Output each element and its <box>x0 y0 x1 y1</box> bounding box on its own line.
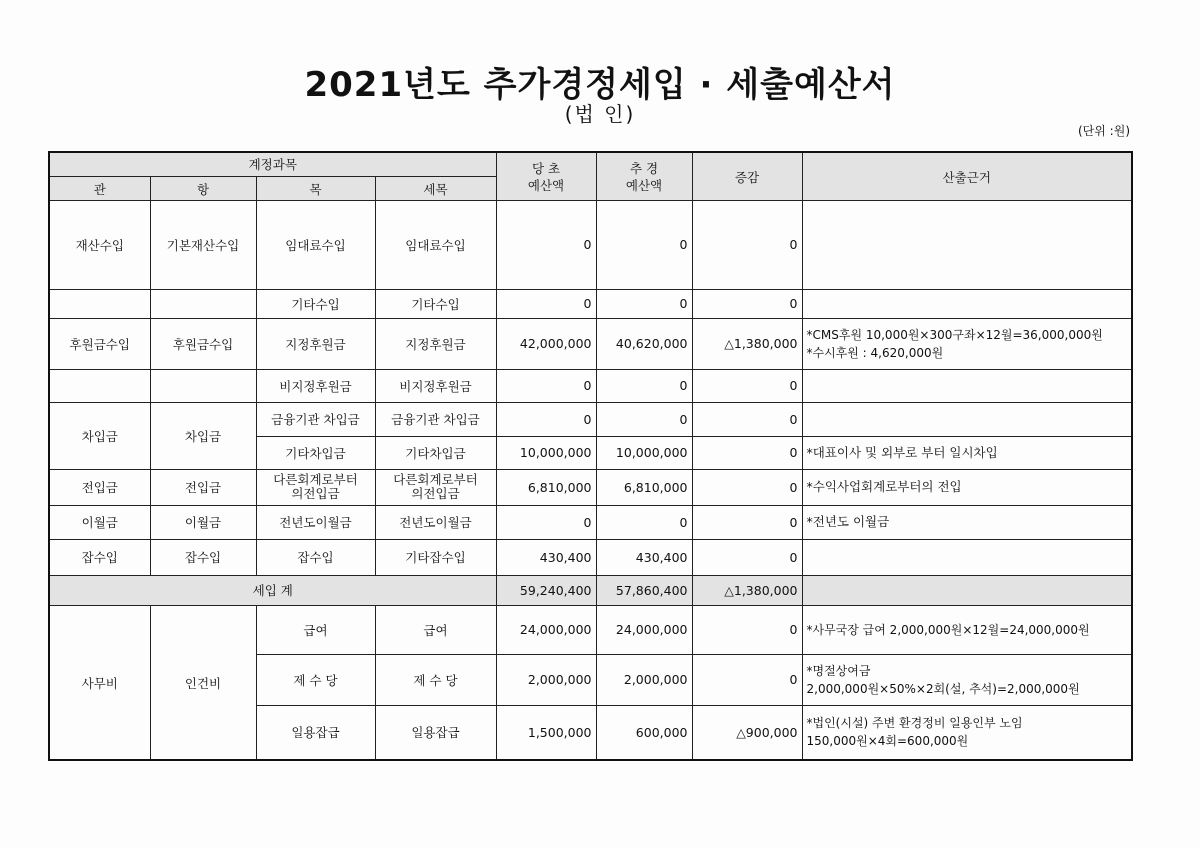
semok-cell: 기타차입금 <box>375 436 496 469</box>
change-cell: △1,380,000 <box>692 575 802 605</box>
revised-cell: 0 <box>596 403 692 436</box>
mok-cell: 금융기관 차입금 <box>256 403 375 436</box>
semok-cell: 지정후원금 <box>375 318 496 369</box>
initial-cell: 0 <box>496 289 596 318</box>
table-row <box>49 505 1132 540</box>
table-row <box>49 470 1132 506</box>
header-change: 증감 <box>692 152 802 201</box>
semok-cell: 다른회계로부터 의전입금 <box>375 470 496 506</box>
change-cell: 0 <box>692 505 802 540</box>
mok-cell: 급여 <box>256 606 375 655</box>
gwan-cell: 잡수입 <box>49 540 150 576</box>
initial-cell: 1,500,000 <box>496 705 596 760</box>
basis-cell: *CMS후원 10,000원×300구좌×12월=36,000,000원 *수시후원 : 4,620,000원 <box>802 318 1132 369</box>
unit-label: (단위 :원) <box>1078 124 1130 138</box>
revised-cell: 40,620,000 <box>596 318 692 369</box>
revised-cell: 2,000,000 <box>596 654 692 705</box>
change-cell: 0 <box>692 540 802 576</box>
revenue-total-row <box>49 575 1132 605</box>
gwan-cell <box>49 289 150 318</box>
revised-cell: 24,000,000 <box>596 606 692 655</box>
semok-cell: 전년도이월금 <box>375 505 496 540</box>
change-cell: △1,380,000 <box>692 318 802 369</box>
change-cell: 0 <box>692 201 802 289</box>
revised-cell: 0 <box>596 369 692 402</box>
change-cell: 0 <box>692 403 802 436</box>
gwan-cell <box>49 369 150 402</box>
revised-cell: 600,000 <box>596 705 692 760</box>
table-row <box>49 403 1132 436</box>
initial-cell: 2,000,000 <box>496 654 596 705</box>
basis-cell: *사무국장 급여 2,000,000원×12월=24,000,000원 <box>802 606 1132 655</box>
revised-cell: 430,400 <box>596 540 692 576</box>
header-basis: 산출근거 <box>802 152 1132 201</box>
initial-cell: 0 <box>496 505 596 540</box>
mok-cell: 전년도이월금 <box>256 505 375 540</box>
revised-cell: 57,860,400 <box>596 575 692 605</box>
gwan-cell: 재산수입 <box>49 201 150 289</box>
document-title: 2021년도 추가경정세입 · 세출예산서 <box>304 65 896 105</box>
hang-cell: 후원금수입 <box>150 318 256 369</box>
basis-cell: *수익사업회계로부터의 전입 <box>802 470 1132 506</box>
semok-cell: 비지정후원금 <box>375 369 496 402</box>
revised-cell: 0 <box>596 289 692 318</box>
initial-cell: 10,000,000 <box>496 436 596 469</box>
basis-cell: *전년도 이월금 <box>802 505 1132 540</box>
mok-cell: 일용잡급 <box>256 705 375 760</box>
hang-cell <box>150 289 256 318</box>
mok-cell: 제 수 당 <box>256 654 375 705</box>
basis-cell: *명절상여금 2,000,000원×50%×2회(설, 추석)=2,000,000원 <box>802 654 1132 705</box>
hang-cell: 인건비 <box>150 606 256 760</box>
semok-cell: 금융기관 차입금 <box>375 403 496 436</box>
semok-cell: 임대료수입 <box>375 201 496 289</box>
header-initial: 당 초 예산액 <box>496 152 596 201</box>
change-cell: 0 <box>692 606 802 655</box>
basis-cell <box>802 289 1132 318</box>
initial-cell: 0 <box>496 369 596 402</box>
table-row <box>49 540 1132 576</box>
basis-cell: *법인(시설) 주변 환경정비 일용인부 노임 150,000원×4회=600,000원 <box>802 705 1132 760</box>
mok-cell: 지정후원금 <box>256 318 375 369</box>
mok-cell: 잡수입 <box>256 540 375 576</box>
semok-cell: 급여 <box>375 606 496 655</box>
basis-cell <box>802 369 1132 402</box>
gwan-cell: 후원금수입 <box>49 318 150 369</box>
semok-cell: 제 수 당 <box>375 654 496 705</box>
budget-table <box>48 151 1133 761</box>
change-cell: 0 <box>692 289 802 318</box>
initial-cell: 0 <box>496 403 596 436</box>
initial-cell: 42,000,000 <box>496 318 596 369</box>
header-account: 계정과목 <box>49 152 496 176</box>
mok-cell: 기타수입 <box>256 289 375 318</box>
mok-cell: 기타차입금 <box>256 436 375 469</box>
mok-cell: 다른회계로부터 의전입금 <box>256 470 375 506</box>
initial-cell: 59,240,400 <box>496 575 596 605</box>
basis-cell: *대표이사 및 외부로 부터 일시차입 <box>802 436 1132 469</box>
change-cell: 0 <box>692 436 802 469</box>
revised-cell: 10,000,000 <box>596 436 692 469</box>
change-cell: 0 <box>692 654 802 705</box>
hang-cell: 이월금 <box>150 505 256 540</box>
table-row <box>49 606 1132 655</box>
table-row <box>49 289 1132 318</box>
initial-cell: 0 <box>496 201 596 289</box>
change-cell: 0 <box>692 470 802 506</box>
mok-cell: 비지정후원금 <box>256 369 375 402</box>
semok-cell: 기타수입 <box>375 289 496 318</box>
header-hang: 항 <box>150 176 256 200</box>
header-row-top <box>49 152 1132 176</box>
basis-cell <box>802 403 1132 436</box>
initial-cell: 24,000,000 <box>496 606 596 655</box>
hang-cell: 전입금 <box>150 470 256 506</box>
hang-cell <box>150 369 256 402</box>
hang-cell: 잡수입 <box>150 540 256 576</box>
header-revised: 추 경 예산액 <box>596 152 692 201</box>
header-gwan: 관 <box>49 176 150 200</box>
basis-cell <box>802 201 1132 289</box>
document-subtitle: (법 인) <box>564 102 636 126</box>
gwan-cell: 차입금 <box>49 403 150 470</box>
revenue-total-label: 세입 계 <box>49 575 496 605</box>
change-cell: △900,000 <box>692 705 802 760</box>
gwan-cell: 사무비 <box>49 606 150 760</box>
gwan-cell: 전입금 <box>49 470 150 506</box>
header-semok: 세목 <box>375 176 496 200</box>
table-row <box>49 369 1132 402</box>
semok-cell: 기타잡수입 <box>375 540 496 576</box>
hang-cell: 기본재산수입 <box>150 201 256 289</box>
table-row <box>49 318 1132 369</box>
revised-cell: 0 <box>596 201 692 289</box>
change-cell: 0 <box>692 369 802 402</box>
revised-cell: 0 <box>596 505 692 540</box>
hang-cell: 차입금 <box>150 403 256 470</box>
gwan-cell: 이월금 <box>49 505 150 540</box>
table-row <box>49 201 1132 289</box>
revised-cell: 6,810,000 <box>596 470 692 506</box>
basis-cell <box>802 540 1132 576</box>
semok-cell: 일용잡급 <box>375 705 496 760</box>
header-mok: 목 <box>256 176 375 200</box>
initial-cell: 430,400 <box>496 540 596 576</box>
mok-cell: 임대료수입 <box>256 201 375 289</box>
initial-cell: 6,810,000 <box>496 470 596 506</box>
basis-cell <box>802 575 1132 605</box>
